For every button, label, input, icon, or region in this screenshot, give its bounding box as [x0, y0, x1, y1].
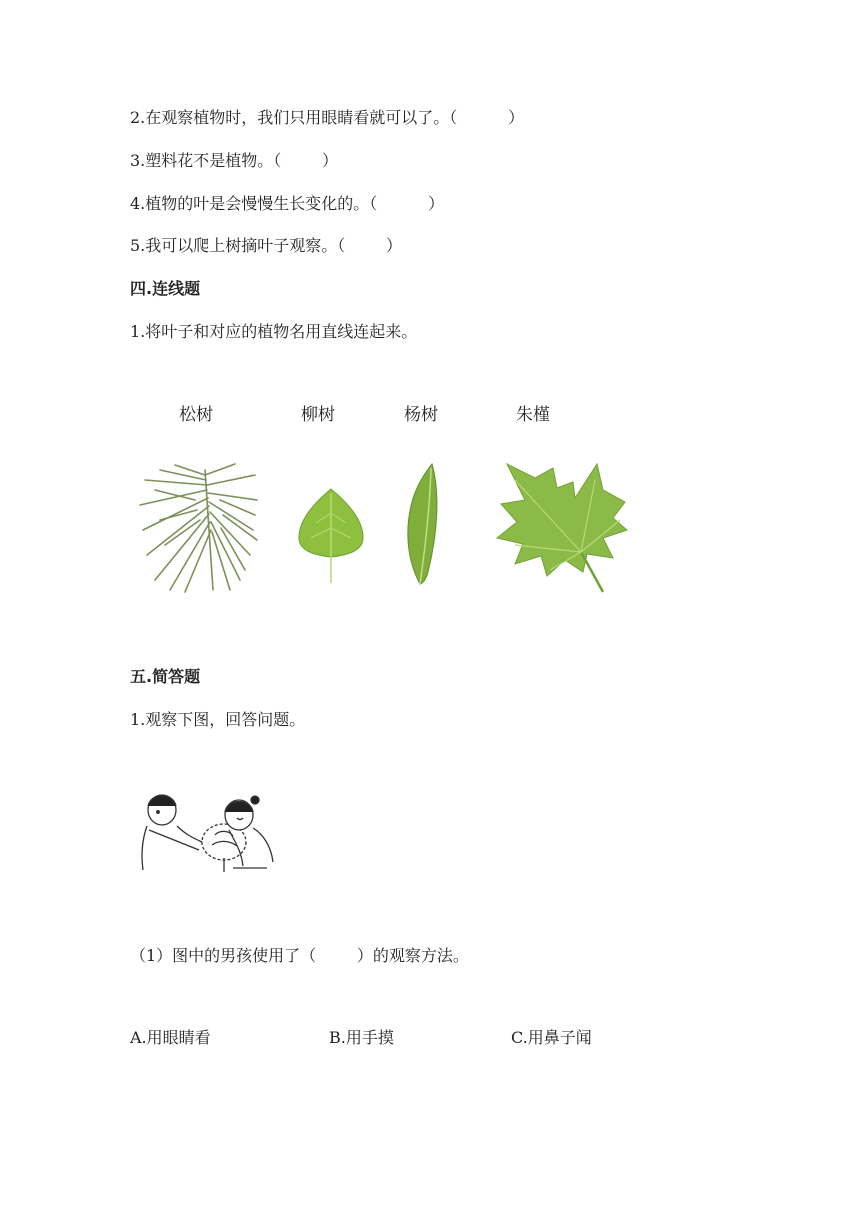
short-answer-question: 1.观察下图，回答问题。 [130, 710, 306, 729]
children-observing-plant-illustration [137, 790, 277, 872]
plant-name-willow: 柳树 [301, 405, 335, 425]
plant-name-poplar: 杨树 [404, 405, 438, 425]
option-a[interactable]: A.用眼睛看 [130, 1028, 211, 1047]
heart-shaped-leaf-icon[interactable] [296, 483, 366, 585]
option-c[interactable]: C.用鼻子闻 [511, 1028, 592, 1047]
sub-question-1: （1）图中的男孩使用了（ ）的观察方法。 [130, 946, 469, 965]
section-title-matching: 四.连线题 [130, 279, 201, 298]
judgement-item-2: 2.在观察植物时，我们只用眼睛看就可以了。（ ） [130, 108, 525, 127]
section-title-short-answer: 五.简答题 [130, 667, 201, 686]
long-narrow-leaf-icon[interactable] [400, 462, 442, 588]
judgement-item-5: 5.我可以爬上树摘叶子观察。（ ） [130, 236, 402, 255]
judgement-item-3: 3.塑料花不是植物。（ ） [130, 151, 338, 170]
plant-name-hibiscus: 朱槿 [516, 405, 550, 425]
plant-name-pine: 松树 [179, 405, 213, 425]
matching-question: 1.将叶子和对应的植物名用直线连起来。 [130, 322, 418, 341]
option-b[interactable]: B.用手摸 [329, 1028, 394, 1047]
judgement-item-4: 4.植物的叶是会慢慢生长变化的。（ ） [130, 194, 445, 213]
lobed-leaf-icon[interactable] [495, 460, 630, 595]
pine-needles-icon[interactable] [135, 460, 260, 595]
